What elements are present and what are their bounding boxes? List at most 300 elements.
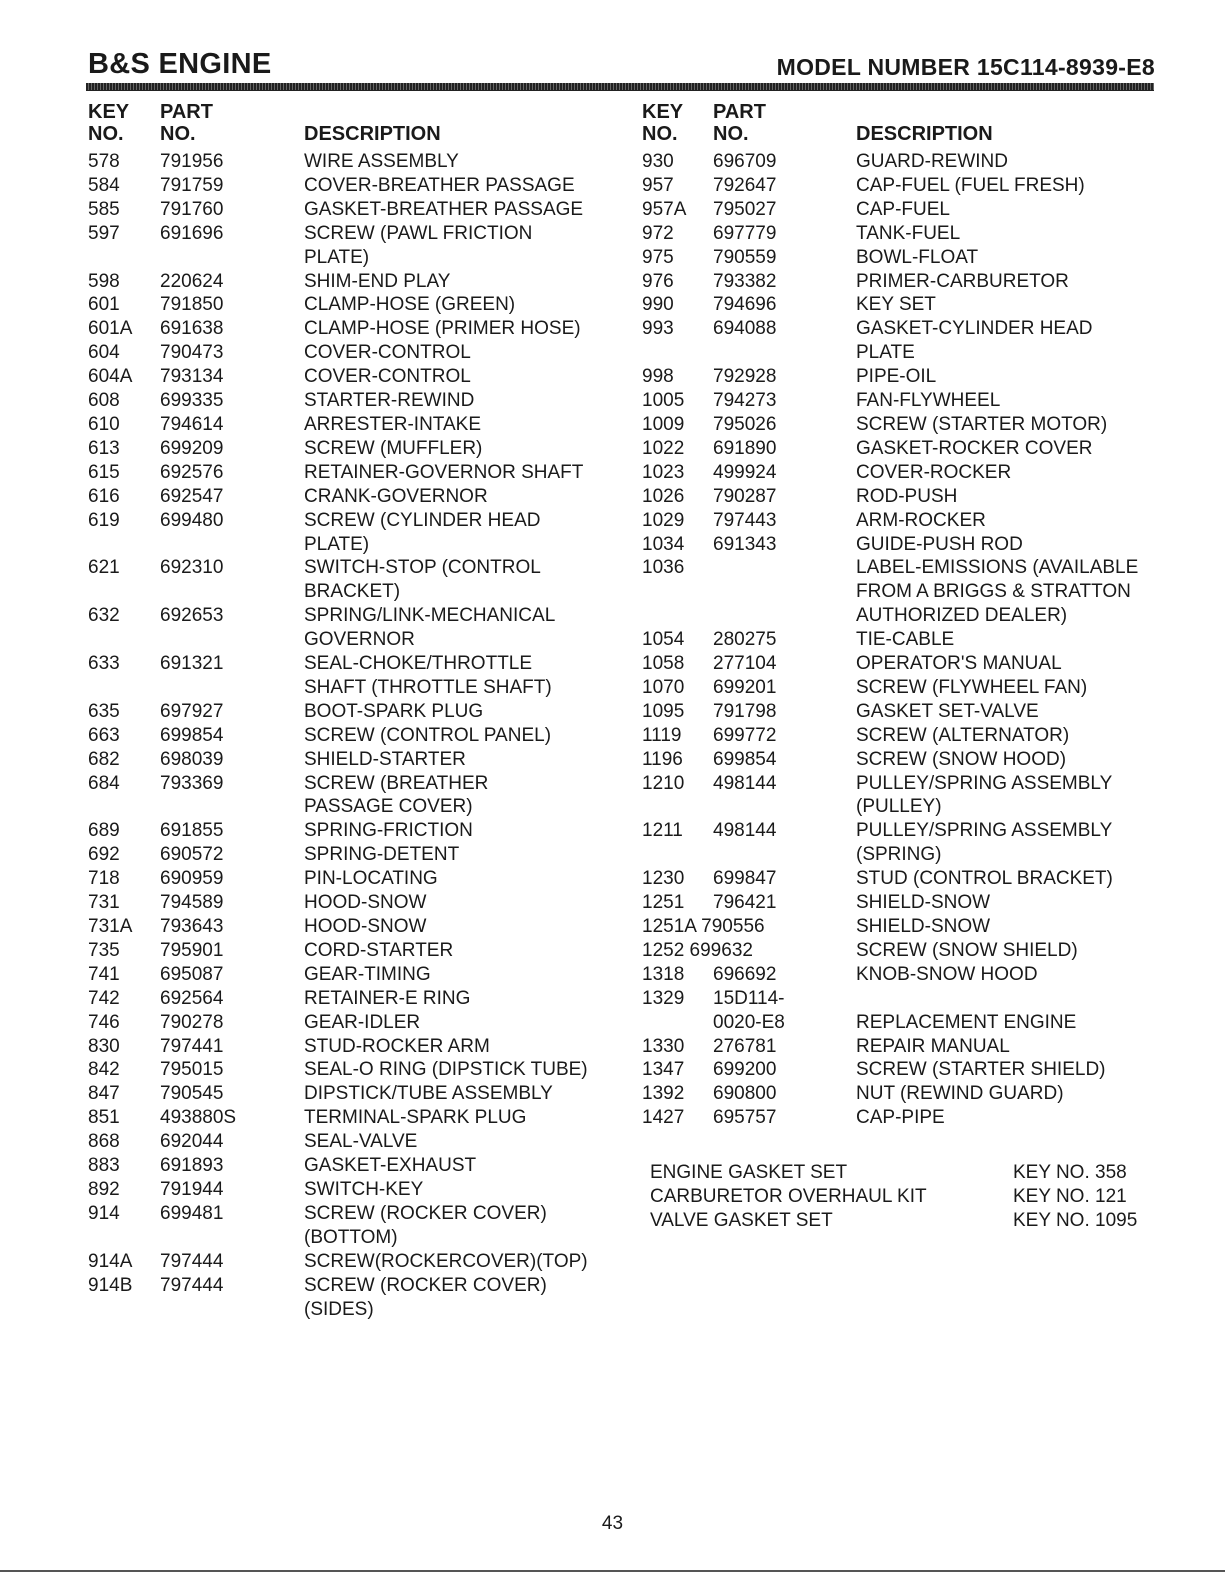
key-number: 1058	[642, 653, 685, 675]
part-number: 692310	[160, 557, 224, 579]
part-number: 15D114- 0020-E8	[713, 987, 785, 1033]
part-number: 794589	[160, 892, 224, 914]
part-number: 695757	[713, 1107, 777, 1129]
key-number: 914	[88, 1202, 120, 1224]
part-description: SPRING-DETENT	[304, 844, 460, 866]
part-number: 691890	[713, 437, 777, 459]
table-row	[88, 437, 608, 461]
part-description: GASKET-ROCKER COVER	[856, 437, 1093, 459]
table-row	[88, 867, 608, 891]
table-row	[88, 341, 608, 365]
key-number: 601A	[88, 318, 133, 340]
key-number: 610	[88, 413, 120, 435]
table-row	[642, 748, 1162, 772]
part-description: ARRESTER-INTAKE	[304, 413, 482, 435]
kit-name: CARBURETOR OVERHAUL KIT	[650, 1185, 927, 1207]
left-part-header-line2: NO.	[160, 123, 196, 145]
part-number: 696709	[713, 151, 777, 172]
part-description: SEAL-O RING (DIPSTICK TUBE)	[304, 1059, 588, 1081]
part-description: RETAINER-E RING	[304, 987, 471, 1009]
part-description: GASKET-EXHAUST	[304, 1155, 477, 1177]
part-number: 699847	[713, 868, 777, 890]
part-number: 691638	[160, 318, 224, 340]
key-number: 1095	[642, 700, 685, 722]
page-number: 43	[601, 1513, 624, 1534]
part-number: 790559	[713, 246, 777, 268]
kit-key-number: KEY NO. 1095	[1013, 1209, 1138, 1231]
part-number: 692044	[160, 1131, 224, 1153]
part-description: CLAMP-HOSE (GREEN)	[304, 294, 516, 316]
part-description: SWITCH-KEY	[304, 1178, 424, 1200]
part-number: 699481	[160, 1202, 224, 1224]
part-description: SPRING-FRICTION	[304, 820, 473, 842]
part-description: SCREW (ROCKER COVER) (BOTTOM)	[304, 1202, 547, 1248]
part-number: 793369	[160, 772, 224, 794]
key-number: 847	[88, 1083, 120, 1105]
table-row	[88, 485, 608, 509]
part-number: 690959	[160, 868, 224, 890]
table-row	[642, 174, 1162, 198]
key-number: 633	[88, 653, 120, 675]
part-description: LABEL-EMISSIONS (AVAILABLE FROM A BRIGGS & STRATTON AUTHORIZED DEALER)	[856, 557, 1139, 627]
table-row	[642, 819, 1162, 867]
part-number: 699335	[160, 390, 224, 412]
part-number: 797444	[160, 1250, 224, 1272]
part-description: WIRE ASSEMBLY	[304, 151, 459, 172]
key-number: 868	[88, 1131, 120, 1153]
key-number: 621	[88, 557, 120, 579]
key-number: 1211	[642, 820, 683, 842]
right-part-header-line1: PART	[713, 101, 766, 123]
part-description: SHIELD-SNOW	[856, 892, 991, 914]
part-description: SCREW (FLYWHEEL FAN)	[856, 676, 1088, 698]
table-row	[88, 413, 608, 437]
key-number: 632	[88, 605, 120, 627]
part-description: COVER-BREATHER PASSAGE	[304, 174, 575, 196]
part-description: RETAINER-GOVERNOR SHAFT	[304, 461, 584, 483]
table-row	[88, 1274, 608, 1322]
part-number: 498144	[713, 772, 777, 794]
key-number: 1210	[642, 772, 685, 794]
part-number: 793382	[713, 270, 777, 292]
table-row	[642, 700, 1162, 724]
part-description: CLAMP-HOSE (PRIMER HOSE)	[304, 318, 581, 340]
part-description: BOOT-SPARK PLUG	[304, 700, 484, 722]
kit-key-number: KEY NO. 121	[1013, 1185, 1127, 1207]
key-number: 616	[88, 485, 120, 507]
table-row	[88, 198, 608, 222]
part-description: SCREW (CONTROL PANEL)	[304, 724, 552, 746]
part-description: SHIELD-STARTER	[304, 748, 466, 770]
table-row	[642, 891, 1162, 915]
right-description-header: DESCRIPTION	[856, 123, 993, 145]
key-number: 957	[642, 174, 674, 196]
part-number: 794614	[160, 413, 224, 435]
table-row	[642, 270, 1162, 294]
key-number: 993	[642, 318, 674, 340]
table-row	[88, 843, 608, 867]
table-row	[642, 867, 1162, 891]
part-number: 699854	[160, 724, 224, 746]
left-parts-list	[88, 150, 608, 1321]
part-description: ROD-PUSH	[856, 485, 958, 507]
table-row	[642, 1106, 1162, 1130]
key-number: 635	[88, 700, 120, 722]
part-description: ARM-ROCKER	[856, 509, 986, 531]
part-description: SCREW (SNOW HOOD)	[856, 748, 1067, 770]
part-number: 791798	[713, 700, 777, 722]
part-description: SEAL-VALVE	[304, 1131, 418, 1153]
part-number: 696692	[713, 963, 777, 985]
page-title: B&S ENGINE	[88, 48, 272, 80]
part-number: 792928	[713, 366, 777, 388]
key-number: 1029	[642, 509, 685, 531]
table-row	[88, 365, 608, 389]
part-number: 797441	[160, 1035, 224, 1057]
part-number: 699772	[713, 724, 777, 746]
table-row	[88, 772, 608, 820]
key-number: 1329	[642, 987, 685, 1009]
part-number: 790287	[713, 485, 777, 507]
key-number: 1026	[642, 485, 685, 507]
part-description: HOOD-SNOW	[304, 892, 427, 914]
key-number: 604	[88, 342, 120, 364]
table-row	[88, 556, 608, 604]
table-row	[88, 317, 608, 341]
part-number: 493880S	[160, 1107, 237, 1129]
table-row	[88, 293, 608, 317]
part-description: SWITCH-STOP (CONTROL BRACKET)	[304, 557, 541, 603]
key-number: 615	[88, 461, 120, 483]
part-description: KNOB-SNOW HOOD	[856, 963, 1038, 985]
part-number: 797443	[713, 509, 777, 531]
key-number: 598	[88, 270, 120, 292]
key-number: 601	[88, 294, 120, 316]
part-description: PIN-LOCATING	[304, 868, 438, 890]
key-number: 1347	[642, 1059, 685, 1081]
part-description: STUD (CONTROL BRACKET)	[856, 868, 1113, 890]
part-description: SCREW (CYLINDER HEAD PLATE)	[304, 509, 541, 555]
table-row	[642, 628, 1162, 652]
part-description: SCREW(ROCKERCOVER)(TOP)	[304, 1250, 588, 1272]
key-number: 975	[642, 246, 674, 268]
part-number: 791760	[160, 198, 224, 220]
table-row	[642, 676, 1162, 700]
part-number: 690800	[713, 1083, 777, 1105]
part-description: COVER-CONTROL	[304, 342, 471, 364]
part-description: CAP-PIPE	[856, 1107, 945, 1129]
key-number: 930	[642, 151, 674, 172]
key-number: 990	[642, 294, 674, 316]
key-number: 1318	[642, 963, 685, 985]
key-number: 613	[88, 437, 120, 459]
part-number: 277104	[713, 653, 777, 675]
table-row	[88, 1011, 608, 1035]
part-description: SCREW (MUFFLER)	[304, 437, 483, 459]
key-number: 883	[88, 1155, 120, 1177]
part-description: STUD-ROCKER ARM	[304, 1035, 490, 1057]
left-key-header-line1: KEY	[88, 101, 130, 123]
part-number: 691696	[160, 222, 224, 244]
table-row	[88, 222, 608, 270]
part-description: COVER-ROCKER	[856, 461, 1012, 483]
table-row	[642, 939, 1162, 963]
key-number: 578	[88, 151, 120, 172]
key-number: 731	[88, 892, 120, 914]
table-row	[88, 1106, 608, 1130]
part-description: PULLEY/SPRING ASSEMBLY (SPRING)	[856, 820, 1113, 866]
part-description: GEAR-TIMING	[304, 963, 431, 985]
kit-name: VALVE GASKET SET	[650, 1209, 833, 1231]
part-description: SPRING/LINK-MECHANICAL GOVERNOR	[304, 605, 556, 651]
kit-row	[650, 1161, 1150, 1185]
part-number: 791956	[160, 151, 224, 172]
key-number: 830	[88, 1035, 120, 1057]
part-number: 790473	[160, 342, 224, 364]
part-number: 692576	[160, 461, 224, 483]
part-description: REPLACEMENT ENGINE	[856, 1011, 1077, 1033]
part-description: SCREW (STARTER SHIELD)	[856, 1059, 1106, 1081]
kit-row	[650, 1209, 1150, 1233]
part-number: 699201	[713, 676, 777, 698]
table-row	[88, 891, 608, 915]
table-row	[88, 1154, 608, 1178]
part-number: 691855	[160, 820, 224, 842]
table-row	[88, 1082, 608, 1106]
part-description: CAP-FUEL (FUEL FRESH)	[856, 174, 1085, 196]
part-number: 795026	[713, 413, 777, 435]
key-number: 689	[88, 820, 120, 842]
left-key-header-line2: NO.	[88, 123, 124, 145]
key-number: 741	[88, 963, 120, 985]
part-description: SCREW (BREATHER PASSAGE COVER)	[304, 772, 489, 818]
part-number: 796421	[713, 892, 777, 914]
part-description: HOOD-SNOW	[304, 916, 427, 937]
key-number: 684	[88, 772, 120, 794]
key-number: 1330	[642, 1035, 685, 1057]
part-description: TIE-CABLE	[856, 629, 955, 651]
table-row	[88, 819, 608, 843]
part-description: SHIM-END PLAY	[304, 270, 451, 292]
kit-row	[650, 1185, 1150, 1209]
part-description: CRANK-GOVERNOR	[304, 485, 488, 507]
table-row	[88, 987, 608, 1011]
part-description: PRIMER-CARBURETOR	[856, 270, 1069, 292]
key-number: 585	[88, 198, 120, 220]
model-number: MODEL NUMBER 15C114-8939-E8	[776, 54, 1155, 80]
key-number: 1392	[642, 1083, 685, 1105]
key-number: 1054	[642, 629, 685, 651]
key-number: 972	[642, 222, 674, 244]
left-description-header: DESCRIPTION	[304, 123, 441, 145]
key-number: 682	[88, 748, 120, 770]
key-number: 1022	[642, 437, 685, 459]
table-row	[642, 222, 1162, 246]
part-description: GASKET-CYLINDER HEAD PLATE	[856, 318, 1093, 364]
table-row	[642, 389, 1162, 413]
part-number: 797444	[160, 1274, 224, 1296]
key-number: 718	[88, 868, 120, 890]
part-number: 692564	[160, 987, 224, 1009]
part-description: REPAIR MANUAL	[856, 1035, 1010, 1057]
table-row	[88, 1130, 608, 1154]
table-row	[642, 293, 1162, 317]
part-description: SCREW (ALTERNATOR)	[856, 724, 1070, 746]
part-description: COVER-CONTROL	[304, 366, 471, 388]
part-number: 691893	[160, 1155, 224, 1177]
key-number: 1196	[642, 748, 683, 770]
table-row	[642, 1035, 1162, 1059]
part-description: SHIELD-SNOW	[856, 916, 991, 937]
table-row	[88, 1035, 608, 1059]
table-row	[642, 150, 1162, 174]
key-number: 914B	[88, 1274, 133, 1296]
part-description: CORD-STARTER	[304, 939, 454, 961]
table-row	[88, 270, 608, 294]
part-number: 691321	[160, 653, 224, 675]
key-number: 892	[88, 1178, 120, 1200]
part-description: SEAL-CHOKE/THROTTLE SHAFT (THROTTLE SHAFT)	[304, 653, 552, 698]
table-row	[88, 700, 608, 724]
part-description: BOWL-FLOAT	[856, 246, 979, 268]
part-description: SCREW (ROCKER COVER) (SIDES)	[304, 1274, 547, 1320]
part-number: 699200	[713, 1059, 777, 1081]
table-row	[88, 461, 608, 485]
key-number: 1230	[642, 868, 685, 890]
key-number: 604A	[88, 366, 133, 388]
part-number: 790545	[160, 1083, 224, 1105]
part-number: 699480	[160, 509, 224, 531]
part-description: GUARD-REWIND	[856, 151, 1008, 172]
part-description: STARTER-REWIND	[304, 390, 475, 412]
table-row	[642, 413, 1162, 437]
part-number: 695087	[160, 963, 224, 985]
part-number: 790278	[160, 1011, 224, 1033]
part-description: TERMINAL-SPARK PLUG	[304, 1107, 527, 1129]
part-number: 276781	[713, 1035, 777, 1057]
key-number: 1119	[642, 724, 682, 746]
table-row	[88, 509, 608, 557]
key-number: 1036	[642, 557, 685, 579]
part-number: 795901	[160, 939, 224, 961]
right-key-header-line1: KEY	[642, 101, 684, 123]
part-number: 795027	[713, 198, 777, 220]
table-row	[88, 652, 608, 700]
part-number: 280275	[713, 629, 777, 651]
key-number: 1034	[642, 533, 685, 555]
key-number: 1251	[642, 892, 685, 914]
part-description: PULLEY/SPRING ASSEMBLY (PULLEY)	[856, 772, 1113, 818]
table-row	[88, 150, 608, 174]
key-number: 1005	[642, 390, 685, 412]
key-number: 851	[88, 1107, 120, 1129]
table-row	[88, 1178, 608, 1202]
table-row	[642, 1058, 1162, 1082]
table-row	[642, 461, 1162, 485]
table-row	[88, 915, 608, 939]
kit-key-number: KEY NO. 358	[1013, 1162, 1127, 1183]
table-row	[642, 1082, 1162, 1106]
key-number: 619	[88, 509, 120, 531]
part-description: GASKET SET-VALVE	[856, 700, 1039, 722]
table-row	[88, 939, 608, 963]
table-row	[642, 987, 1162, 1035]
part-number: 690572	[160, 844, 224, 866]
table-row	[88, 1202, 608, 1250]
table-row	[642, 724, 1162, 748]
table-row	[88, 174, 608, 198]
key-number: 608	[88, 390, 120, 412]
table-row	[642, 317, 1162, 365]
kits-list	[650, 1161, 1150, 1233]
bottom-rule	[0, 1570, 1225, 1572]
part-description: CAP-FUEL	[856, 198, 950, 220]
key-number: 746	[88, 1011, 120, 1033]
part-number: 793643	[160, 916, 224, 937]
part-number: 499924	[713, 461, 777, 483]
key-number: 1070	[642, 676, 685, 698]
part-description: KEY SET	[856, 294, 936, 316]
part-number: 699854	[713, 748, 777, 770]
table-row	[88, 963, 608, 987]
table-row	[642, 652, 1162, 676]
part-number: 791944	[160, 1178, 224, 1200]
table-row	[642, 533, 1162, 557]
part-number: 795015	[160, 1059, 224, 1081]
part-number: 697927	[160, 700, 224, 722]
part-description: SCREW (PAWL FRICTION PLATE)	[304, 222, 533, 268]
part-number: 692547	[160, 485, 224, 507]
kit-name: ENGINE GASKET SET	[650, 1162, 848, 1183]
table-row	[88, 1250, 608, 1274]
left-part-header-line1: PART	[160, 101, 213, 123]
part-number: 793134	[160, 366, 224, 388]
table-row	[642, 246, 1162, 270]
table-row	[642, 963, 1162, 987]
table-row	[88, 389, 608, 413]
part-description: SCREW (SNOW SHIELD)	[856, 939, 1078, 961]
part-number: 691343	[713, 533, 777, 555]
key-number: 1427	[642, 1107, 685, 1129]
key-number: 584	[88, 174, 120, 196]
part-number: 498144	[713, 820, 777, 842]
part-number: 697779	[713, 222, 777, 244]
table-row	[642, 437, 1162, 461]
table-row	[88, 724, 608, 748]
header-rule	[86, 83, 1154, 91]
part-number: 794273	[713, 390, 777, 412]
table-row	[642, 365, 1162, 389]
key-number: 1252 699632	[642, 939, 753, 961]
part-description: PIPE-OIL	[856, 366, 937, 388]
table-row	[642, 198, 1162, 222]
key-number: 735	[88, 939, 120, 961]
part-number: 791850	[160, 294, 224, 316]
key-number: 692	[88, 844, 120, 866]
table-row	[642, 915, 1162, 939]
table-row	[88, 1058, 608, 1082]
table-row	[642, 772, 1162, 820]
part-number: 692653	[160, 605, 224, 627]
key-number: 597	[88, 222, 120, 244]
part-number: 698039	[160, 748, 224, 770]
part-number: 699209	[160, 437, 224, 459]
part-description: DIPSTICK/TUBE ASSEMBLY	[304, 1083, 553, 1105]
key-number: 914A	[88, 1250, 133, 1272]
part-description: GEAR-IDLER	[304, 1011, 421, 1033]
part-description: GUIDE-PUSH ROD	[856, 533, 1023, 555]
table-row	[642, 485, 1162, 509]
